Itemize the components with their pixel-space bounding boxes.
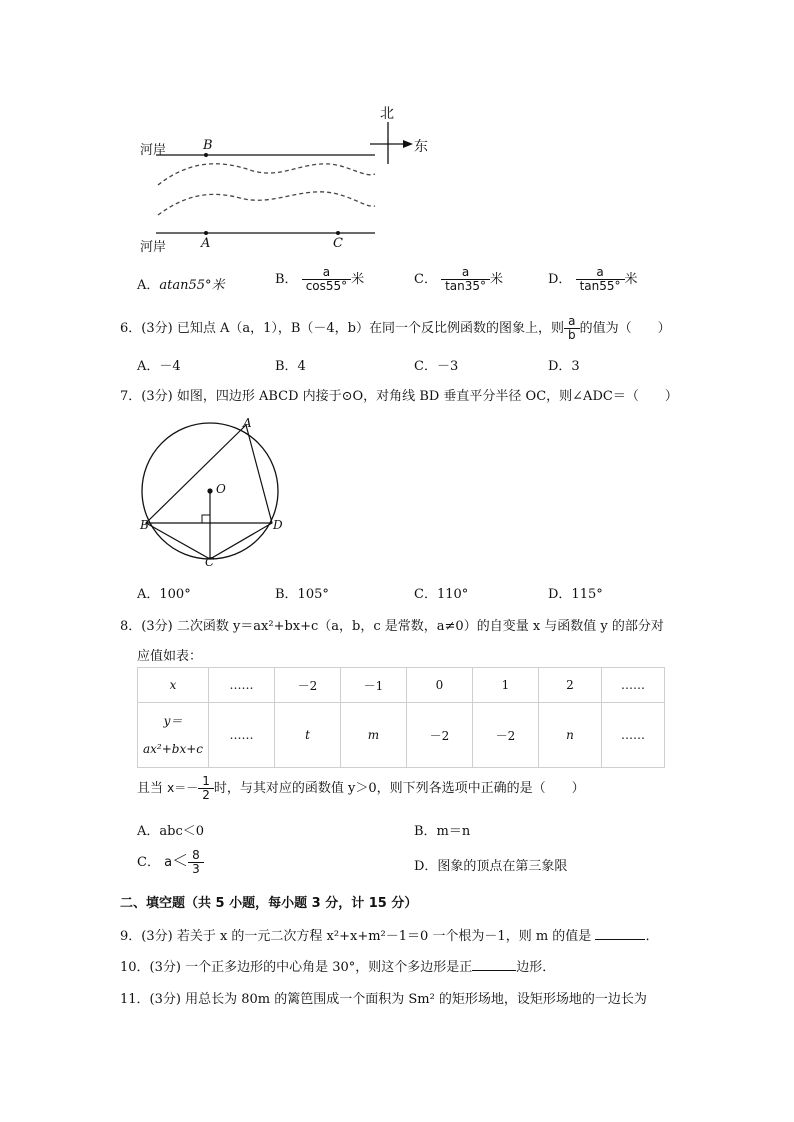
- q5-b-unit: 米: [351, 272, 365, 288]
- table-cell: －1: [341, 668, 407, 703]
- fig7-label-c: C: [205, 555, 215, 569]
- q8-option-c-lt: ＜: [172, 851, 189, 870]
- table-cell: 0: [407, 668, 473, 703]
- q5-option-b-letter: B．: [275, 272, 298, 288]
- q6-den: b: [564, 328, 580, 342]
- table-cell: t: [275, 703, 341, 768]
- river-wave-1: [158, 164, 375, 185]
- circle-figure: [130, 408, 300, 568]
- q7-option-d: D．115°: [548, 587, 603, 602]
- bank-label-bottom: 河岸: [140, 240, 167, 255]
- q8-c-den: 3: [188, 862, 204, 876]
- q8-c-num: 8: [192, 847, 200, 862]
- q11-stem: 11．(3分) 用总长为 80m 的篱笆围成一个面积为 Sm² 的矩形场地，设矩形场地的一边长为: [120, 992, 647, 1007]
- q8-option-d: D．图象的顶点在第三象限: [414, 859, 568, 874]
- table-cell: x: [138, 668, 209, 703]
- q5-option-c-fraction: [441, 266, 490, 293]
- compass-east-arrow-icon: [403, 140, 413, 148]
- q5-c-unit: 米: [490, 272, 504, 288]
- q6-option-a: A．－4: [137, 359, 181, 374]
- table-cell: n: [539, 703, 602, 768]
- q8-cond-x: x＝－: [167, 781, 199, 796]
- table-cell: m: [341, 703, 407, 768]
- q6-fraction: [564, 315, 580, 342]
- q8-option-c-fraction: [188, 849, 204, 876]
- table-cell: ……: [209, 668, 275, 703]
- q5-option-a-letter: A．: [137, 278, 160, 293]
- center-o-dot: [207, 488, 212, 493]
- q5-option-c-letter: C．: [414, 272, 437, 288]
- table-cell: ……: [209, 703, 275, 768]
- q8-cond-post: 时，与其对应的函数值 y＞0，则下列各选项中正确的是（ ）: [213, 781, 585, 797]
- river-wave-2: [158, 192, 375, 215]
- q5-option-c: [414, 266, 503, 293]
- q8-cond-fraction: [198, 775, 214, 802]
- q9-post: ．: [645, 929, 659, 944]
- q9-pre: 9．(3分) 若关于 x 的一元二次方程 x²+x+m²－1＝0 一个根为－1，则 m 的值是: [120, 929, 592, 944]
- q6-stem-pre: 6．(3分) 已知点 A（a，1），B（－4，b）在同一个反比例函数的图象上，则: [120, 321, 565, 337]
- q7-stem: 7．(3分) 如图，四边形 ABCD 内接于⊙O，对角线 BD 垂直平分半径 OC，则∠ADC＝（ ）: [120, 389, 678, 404]
- q10-stem: [120, 956, 555, 975]
- table-cell: ……: [602, 668, 665, 703]
- q8-stem-line1: 8．(3分) 二次函数 y＝ax²+bx+c（a，b，c 是常数，a≠0）的自变量 x 与函数值 y 的部分对: [120, 619, 664, 634]
- q6-stem: [120, 315, 671, 342]
- point-A-dot: [204, 231, 208, 235]
- point-C-dot: [336, 231, 340, 235]
- q5-option-a: [137, 274, 225, 293]
- q9-answer-blank[interactable]: [595, 939, 645, 940]
- q8-option-a: A．abc＜0: [137, 824, 205, 839]
- table-head-y: y＝: [163, 714, 183, 728]
- q6-option-b: B．4: [275, 359, 306, 374]
- fig7-label-o: O: [216, 482, 226, 496]
- q10-pre: 10．(3分) 一个正多边形的中心角是 30°，则这个多边形是正: [120, 960, 473, 975]
- q8-cond-den: 2: [198, 788, 214, 802]
- q5-option-b: [275, 266, 364, 293]
- q9-stem: [120, 925, 658, 944]
- q10-answer-blank[interactable]: [472, 970, 516, 971]
- point-B-label: B: [203, 138, 213, 153]
- point-C-label: C: [333, 236, 343, 251]
- q8-cond-pre: 且当: [137, 781, 164, 797]
- table-cell: 2: [539, 668, 602, 703]
- q7-option-c: C．110°: [414, 587, 469, 602]
- point-A-label: A: [201, 236, 211, 251]
- fig7-label-b: B: [140, 518, 149, 532]
- q5-c-den: tan35°: [441, 279, 490, 293]
- table-row: [138, 668, 665, 703]
- q6-option-c: C．－3: [414, 359, 459, 374]
- q5-b-num: a: [322, 265, 331, 279]
- q6-option-d: D．3: [548, 359, 580, 374]
- table-cell: ……: [602, 703, 665, 768]
- q5-d-den: tan55°: [576, 279, 625, 293]
- q8-condition: [137, 775, 585, 802]
- river-figure: [130, 100, 440, 260]
- q10-post: 边形．: [516, 960, 556, 975]
- compass-east-label: 东: [414, 139, 428, 155]
- q5-option-a-text: atan55°米: [159, 278, 225, 293]
- q6-num: a: [568, 314, 576, 328]
- bank-label-top: 河岸: [140, 143, 167, 158]
- fig7-label-d: D: [273, 518, 283, 532]
- q8-option-b: B．m＝n: [414, 824, 471, 839]
- table-cell: －2: [407, 703, 473, 768]
- q5-c-num: a: [461, 265, 470, 279]
- q5-d-num: a: [596, 265, 604, 279]
- q8-option-c: [137, 848, 204, 876]
- q8-option-c-letter: C．: [137, 855, 160, 870]
- value-table: [137, 667, 665, 768]
- q5-option-b-fraction: [302, 266, 351, 293]
- q8-stem-line2: 应值如表：: [137, 649, 203, 664]
- table-cell: －2: [275, 668, 341, 703]
- q6-stem-post: 的值为（ ）: [579, 321, 671, 337]
- table-row: [138, 703, 665, 768]
- table-cell: －2: [473, 703, 539, 768]
- table-cell: [138, 703, 209, 768]
- q5-b-den: cos55°: [302, 279, 351, 293]
- table-cell: 1: [473, 668, 539, 703]
- q5-option-d-fraction: [576, 266, 625, 293]
- q7-option-b: B．105°: [275, 587, 329, 602]
- section-2-title: 二、填空题（共 5 小题，每小题 3 分，计 15 分）: [120, 896, 418, 911]
- q5-option-d-letter: D．: [548, 272, 572, 288]
- table-head-expr: ax²+bx+c: [142, 742, 203, 756]
- q5-option-d: [548, 266, 638, 293]
- q8-cond-num: 1: [202, 774, 210, 788]
- q5-d-unit: 米: [624, 272, 638, 288]
- fig7-label-a: A: [243, 416, 252, 430]
- q8-option-c-a: a: [164, 855, 173, 870]
- compass-north-label: 北: [380, 106, 394, 122]
- right-angle-mark: [202, 515, 210, 523]
- point-B-dot: [204, 153, 208, 157]
- q7-option-a: A．100°: [137, 587, 191, 602]
